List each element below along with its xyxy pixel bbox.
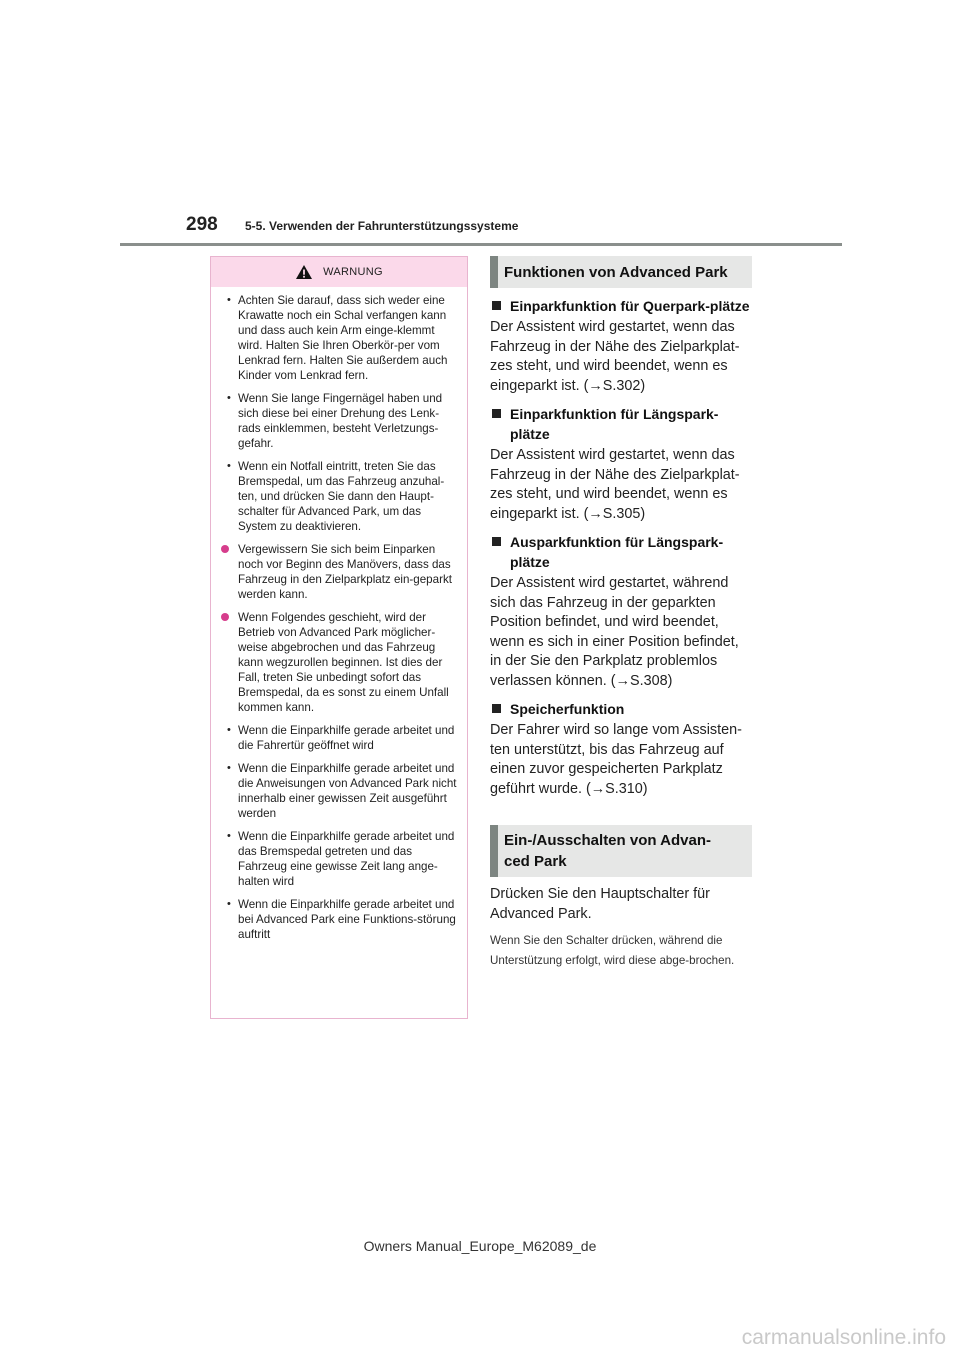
warning-item-text: Vergewissern Sie sich beim Einparken noch vor Beginn des Manövers, dass das Fahrzeug in den Zielparkplatz ein-geparkt werden kann. [238,543,452,601]
function-title-text: Ausparkfunktion für Längspark-plätze [510,534,724,570]
function-title-text: Einparkfunktion für Längspark-plätze [510,406,719,442]
warning-body [211,287,467,942]
bullet-icon: • [227,830,231,842]
function-title [490,532,752,572]
warning-item [221,829,457,889]
warning-item-text: Wenn die Einparkhilfe gerade arbeitet und die Fahrertür geöffnet wird [238,724,455,752]
bullet-icon: • [227,898,231,910]
warning-item [221,293,457,383]
footer-text: Owners Manual_Europe_M62089_de [363,1238,597,1254]
functions-list [490,296,752,799]
onoff-note: Wenn Sie den Schalter drücken, während die Unterstützung erfolgt, wird diese abge-brochen. [490,934,735,967]
square-bullet-icon [492,409,501,418]
warning-item [221,391,457,451]
function-description: Der Assistent wird gestartet, wenn das Fahrzeug in der Nähe des Zielparkplat-zes steht, und wird beendet, wenn es eingeparkt ist. (→S.305) [490,447,740,522]
functions-heading [490,256,752,288]
bullet-icon: • [227,460,231,472]
section-title: 5-5. Verwenden der Fahrunterstützungssysteme [245,219,519,233]
onoff-text: Drücken Sie den Hauptschalter für Advanced Park. [490,886,710,922]
onoff-heading-line1: Ein-/Ausschalten von Advan- [504,832,711,849]
bullet-icon: • [227,294,231,306]
warning-item-text: Wenn Folgendes geschieht, wird der Betrieb von Advanced Park möglicher-weise abgebrochen und das Fahrzeug kann wegzurollen beginnen. Ist dies der Fall, treten Sie unbedingt sofort das Bremspedal, da es sonst zu einem Unfall kommen kann. [238,611,449,714]
heading-bar [490,825,498,877]
function-title [490,699,752,719]
warning-box [210,256,468,1019]
function-description: Der Assistent wird gestartet, während sich das Fahrzeug in der geparkten Position befindet, und wird beendet, wenn es sich in einer Position befindet, in der Sie den Parkplatz problemlos verlassen können. (→S.308) [490,575,739,689]
warning-triangle-icon [295,264,313,280]
function-description: Der Fahrer wird so lange vom Assisten-ten unterstützt, bis das Fahrzeug auf einen zuvor gespeicherten Parkplatz geführt wurde. (→S.310) [490,722,742,797]
warning-item-text: Wenn die Einparkhilfe gerade arbeitet und die Anweisungen von Advanced Park nicht innerhalb einer gewissen Zeit ausgeführt werden [238,762,457,820]
warning-item-text: Achten Sie darauf, dass sich weder eine Krawatte noch ein Schal verfangen kann und dass auch kein Arm einge-klemmt wird. Halten Sie Ihren Oberkör-per vom Lenkrad fern. Halten Sie außerdem auch Kinder vom Lenkrad fern. [238,294,448,382]
bullet-icon: • [227,724,231,736]
warning-item [221,723,457,753]
warning-item [221,459,457,534]
warning-item-text: Wenn die Einparkhilfe gerade arbeitet und bei Advanced Park eine Funktions-störung auftritt [238,898,456,941]
header-rule [120,243,842,246]
function-description: Der Assistent wird gestartet, wenn das Fahrzeug in der Nähe des Zielparkplat-zes steht, und wird beendet, wenn es eingeparkt ist. (→S.302) [490,319,740,394]
circle-bullet-icon [221,545,229,553]
function-title-text: Einparkfunktion für Querpark-plätze [510,298,750,314]
warning-item [221,610,457,715]
onoff-heading [490,825,752,877]
square-bullet-icon [492,301,501,310]
warning-title: WARNUNG [323,266,383,278]
watermark[interactable]: carmanualsonline.info [741,1326,946,1349]
warning-item [221,761,457,821]
function-title-text: Speicherfunktion [510,701,625,717]
onoff-heading-line2: ced Park [504,853,567,870]
circle-bullet-icon [221,613,229,621]
bullet-icon: • [227,762,231,774]
page-number: 298 [186,214,218,235]
warning-item-text: Wenn Sie lange Fingernägel haben und sich diese bei einer Drehung des Lenk-rads einklemmen, besteht Verletzungs-gefahr. [238,392,443,450]
functions-heading-text: Funktionen von Advanced Park [504,263,728,281]
warning-item-text: Wenn ein Notfall eintritt, treten Sie das Bremspedal, um das Fahrzeug anzuhal-ten, und drücken Sie dann den Haupt-schalter für Advanced Park, um das System zu deaktivieren. [238,460,445,533]
bullet-icon: • [227,392,231,404]
heading-bar [490,256,498,288]
warning-item-text: Wenn die Einparkhilfe gerade arbeitet und das Bremspedal getreten und das Fahrzeug eine gewisse Zeit lang ange-halten wird [238,830,455,888]
warning-item [221,897,457,942]
warning-header [211,257,467,287]
square-bullet-icon [492,537,501,546]
function-title [490,296,752,316]
function-title [490,404,752,444]
warning-item [221,542,457,602]
square-bullet-icon [492,704,501,713]
right-column [490,256,752,970]
onoff-heading-text [490,830,711,872]
